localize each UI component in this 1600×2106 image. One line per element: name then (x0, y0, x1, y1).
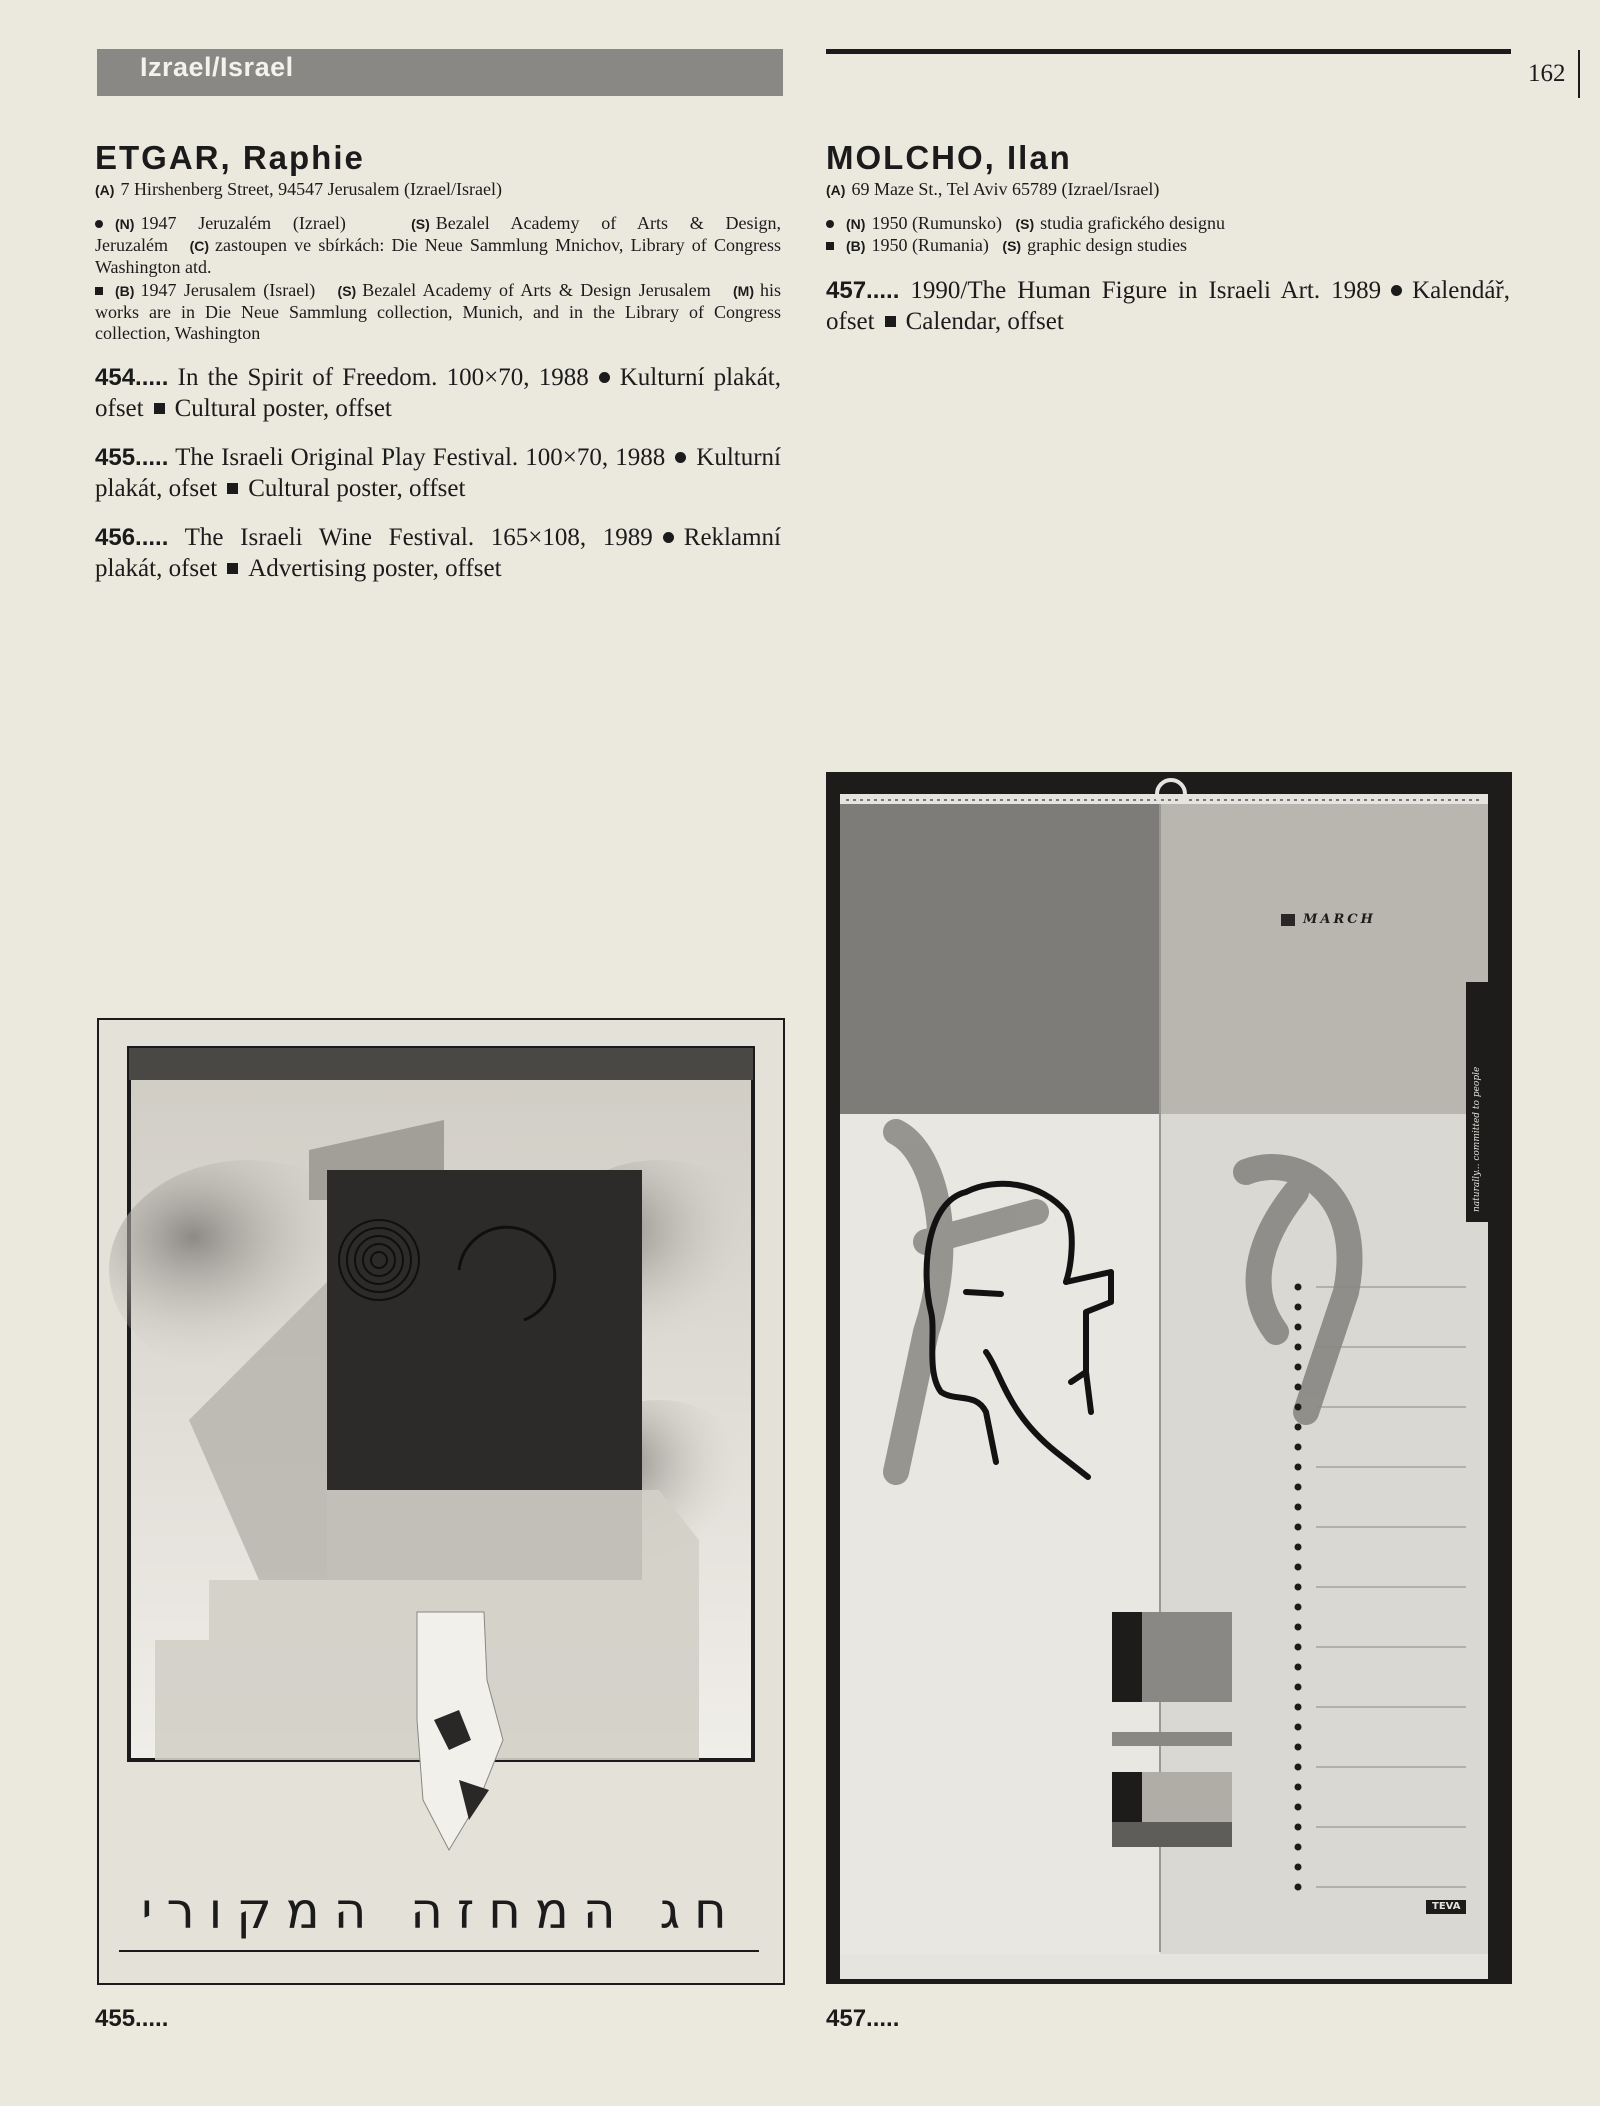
entry-title: The Israeli Original Play Festival. 100×70, 1988 (175, 444, 666, 471)
bio-text: Bezalel Academy of Arts & Design Jerusalem (362, 280, 711, 300)
artist-address (826, 178, 1510, 201)
artist-name: MOLCHO, Ilan (826, 139, 1072, 176)
artist-name: ETGAR, Raphie (95, 139, 365, 176)
bio-text: 1947 Jeruzalém (Izrael) (140, 213, 346, 233)
entry-english: Advertising poster, offset (248, 555, 502, 582)
entry-english: Calendar, offset (905, 308, 1064, 335)
square-bullet-icon (826, 242, 834, 250)
caption-455: 455..... (95, 2005, 169, 2032)
address-code: (A) (826, 182, 846, 198)
calendar-side-tab-text: naturally... committed to people (1472, 1066, 1482, 1212)
entry-454 (95, 362, 781, 424)
square-bullet-icon (227, 483, 238, 494)
bullet-icon (675, 452, 686, 463)
bio-text: his works are in Die Neue Sammlung collection, Munich, and in the Library of Congress collection, Washington (95, 280, 782, 343)
section-label: Izrael/Israel (140, 52, 294, 82)
square-bullet-icon (95, 287, 103, 295)
calendar-artwork (826, 772, 1512, 1984)
code-label: (S) (337, 283, 357, 299)
square-bullet-icon (227, 563, 238, 574)
entry-455 (95, 442, 781, 504)
entry-title: In the Spirit of Freedom. 100×70, 1988 (177, 364, 589, 391)
entry-456 (95, 522, 781, 584)
entry-457 (826, 275, 1510, 337)
code-label: (N) (115, 216, 135, 232)
bio-text: 1947 Jerusalem (Israel) (140, 280, 316, 300)
code-label: (S) (1015, 216, 1035, 232)
caption-457: 457..... (826, 2005, 900, 2032)
entry-title: The Israeli Wine Festival. 165×108, 1989 (184, 524, 653, 551)
poster-hebrew-title: חג המחזה המקורי (141, 1882, 741, 1940)
entry-number: 454..... (95, 364, 169, 391)
calendar-month-label: MARCH (1303, 912, 1376, 927)
address-code: (A) (95, 182, 115, 198)
entry-english: Cultural poster, offset (248, 475, 466, 502)
bullet-icon (663, 532, 674, 543)
code-label: (B) (846, 238, 866, 254)
entry-czech: Kulturní plakát, ofset (95, 444, 781, 502)
square-bullet-icon (154, 403, 165, 414)
poster-title-underline (119, 1950, 759, 1952)
address-text: 7 Hirshenberg Street, 94547 Jerusalem (Izrael/Israel) (120, 179, 502, 199)
page-number-rule (1578, 50, 1580, 98)
calendar-brand-logo: TEVA (1432, 1901, 1461, 1912)
square-bullet-icon (885, 316, 896, 327)
left-column (95, 140, 781, 584)
poster-image-455 (97, 1018, 785, 1985)
code-label: (N) (846, 216, 866, 232)
code-label: (C) (189, 238, 209, 254)
bio-text: Bezalel Academy of Arts & Design, Jeruzalém (95, 213, 782, 255)
entry-number: 457..... (826, 277, 900, 304)
entry-czech: Kalendář, ofset (826, 277, 1510, 335)
bio-czech (826, 213, 1510, 235)
bio-text: zastoupen ve sbírkách: Die Neue Sammlung Mnichov, Library of Congress Washington atd. (95, 235, 781, 277)
right-column (826, 140, 1510, 337)
bullet-icon (826, 220, 834, 228)
entry-number: 456..... (95, 524, 169, 551)
bio-english (826, 235, 1510, 257)
top-rule (826, 49, 1511, 54)
code-label: (S) (1002, 238, 1022, 254)
bullet-icon (95, 220, 103, 228)
bio-text: 1950 (Rumania) (871, 235, 989, 255)
bullet-icon (1391, 285, 1402, 296)
code-label: (B) (115, 283, 135, 299)
entry-czech: Reklamní plakát, ofset (95, 524, 781, 582)
entry-english: Cultural poster, offset (174, 395, 392, 422)
bio-czech (95, 213, 781, 278)
bio-text: graphic design studies (1027, 235, 1188, 255)
entry-czech: Kulturní plakát, ofset (95, 364, 781, 422)
poster-artwork (99, 1020, 783, 1983)
address-text: 69 Maze St., Tel Aviv 65789 (Izrael/Israel) (851, 179, 1160, 199)
bullet-icon (599, 372, 610, 383)
bio-english (95, 280, 781, 344)
code-label: (M) (733, 283, 754, 299)
page-number: 162 (1528, 60, 1566, 87)
entry-title: 1990/The Human Figure in Israeli Art. 1989 (910, 277, 1382, 304)
artist-address (95, 178, 781, 201)
entry-number: 455..... (95, 444, 169, 471)
bio-text: studia grafického designu (1040, 213, 1226, 233)
bio-text: 1950 (Rumunsko) (871, 213, 1002, 233)
calendar-image-457 (826, 772, 1512, 1984)
code-label: (S) (411, 216, 430, 232)
